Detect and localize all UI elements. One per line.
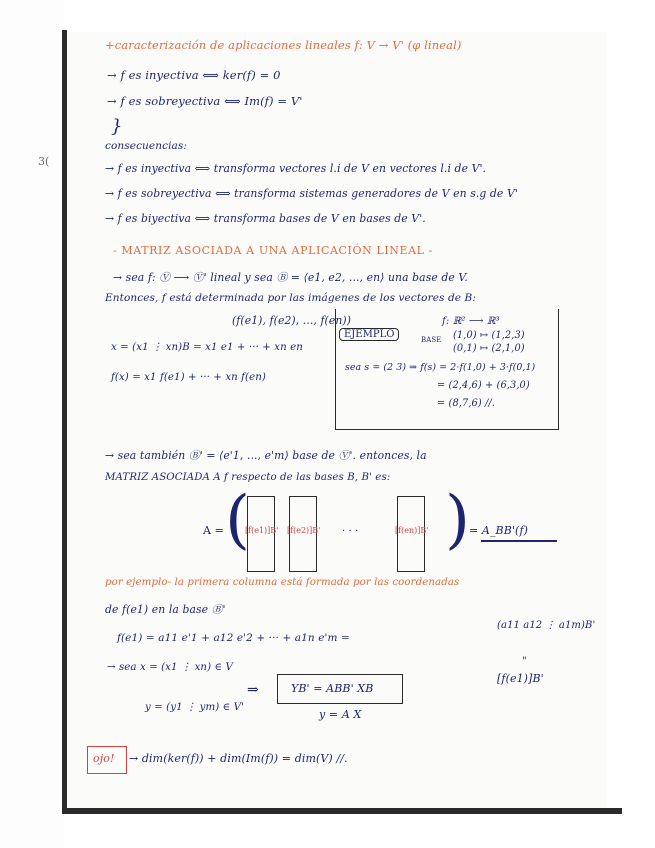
matrix-abb-label: = A_BB'(f) bbox=[469, 524, 529, 537]
abb-underline bbox=[481, 540, 557, 542]
sea-f-line: → sea f: Ⓥ ⟶ Ⓥ' lineal y sea Ⓑ = ⟨e1, e2, ..., en⟩ una base de V. bbox=[113, 271, 468, 284]
y-equals-ax: y = A X bbox=[319, 708, 362, 721]
entonces-line: Entonces, f está determinada por las imágenes de los vectores de B: bbox=[105, 292, 476, 304]
f-e1-coordinates: [f(e1)]B' bbox=[497, 672, 544, 685]
ejemplo-primera-columna: por ejemplo- la primera columna está formada por las coordenadas bbox=[105, 577, 460, 588]
consequence-1: → f es inyectiva ⟺ transforma vectores l.i de V en vectores l.i de V'. bbox=[105, 162, 487, 175]
equals-ditto: " bbox=[522, 656, 527, 667]
right-paren-outer: ) bbox=[445, 483, 470, 557]
consequences-label: consecuencias: bbox=[105, 140, 188, 152]
injective-line: → f es inyectiva ⟺ ker(f) = 0 bbox=[107, 68, 281, 82]
column-n-label: [f(en)]B' bbox=[395, 526, 429, 535]
consequence-2: → f es sobreyectiva ⟺ transforma sistemas generadores de V en s.g de V' bbox=[105, 187, 518, 200]
notebook-page bbox=[67, 32, 607, 808]
margin-mark: 3( bbox=[38, 155, 50, 168]
left-paren-outer: ( bbox=[225, 483, 250, 557]
example-base-2: (0,1) ↦ (2,1,0) bbox=[453, 343, 525, 354]
column-1-label: [f(e1)]B' bbox=[245, 526, 279, 535]
de-f-e1-line: de f(e1) en la base Ⓑ' bbox=[105, 603, 226, 616]
example-step-2: = (8,7,6) //. bbox=[437, 398, 496, 409]
a-coords-vector: (a11 a12 ⋮ a1m)B' bbox=[497, 620, 596, 631]
heading-characterization: +caracterización de aplicaciones lineales f: V → V' (φ lineal) bbox=[105, 38, 462, 52]
sea-tambien-line: → sea también Ⓑ' = ⟨e'1, ..., e'm⟩ base de Ⓥ'. entonces, la bbox=[105, 449, 427, 462]
implies-arrow: ⇒ bbox=[247, 682, 259, 698]
scan-margin bbox=[0, 0, 64, 848]
dimension-formula: → dim(ker(f)) + dim(Im(f)) = dim(V) //. bbox=[129, 752, 348, 765]
scan-bottom-edge bbox=[62, 808, 622, 814]
matriz-asociada-line: MATRIZ ASOCIADA A f respecto de las bases B, B' es: bbox=[105, 472, 391, 483]
column-dots: · · · bbox=[342, 526, 359, 537]
heading-matriz-asociada: - MATRIZ ASOCIADA A UNA APLICACIÓN LINEAL - bbox=[113, 244, 433, 257]
example-base-1: (1,0) ↦ (1,2,3) bbox=[453, 330, 525, 341]
fx-definition: f(x) = x1 f(e1) + ··· + xn f(en) bbox=[111, 372, 266, 383]
example-step-1: = (2,4,6) + (6,3,0) bbox=[437, 380, 530, 391]
x-definition: x = (x1 ⋮ xn)B = x1 e1 + ··· + xn en bbox=[111, 342, 303, 353]
y-vector: y = (y1 ⋮ ym) ∈ V' bbox=[145, 702, 245, 713]
f-e1-expansion: f(e1) = a11 e'1 + a12 e'2 + ··· + a1n e'm = bbox=[117, 632, 350, 644]
a-equals: A = bbox=[203, 524, 224, 537]
boxed-equation-text: YB' = ABB' XB bbox=[291, 682, 374, 695]
column-2-label: [f(e2)]B' bbox=[287, 526, 321, 535]
example-sea-s: sea s = (2 3) ⇒ f(s) = 2·f(1,0) + 3·f(0,1) bbox=[345, 362, 536, 373]
ojo-label: ojo! bbox=[93, 752, 115, 765]
brace-mark: } bbox=[111, 116, 123, 137]
example-base-label: BASE bbox=[421, 336, 442, 344]
ejemplo-tag: EJEMPLO bbox=[339, 328, 399, 341]
consequence-3: → f es biyectiva ⟺ transforma bases de V en bases de V'. bbox=[105, 212, 426, 225]
sea-x-vector: → sea x = (x1 ⋮ xn) ∈ V bbox=[107, 662, 233, 673]
example-map: f: ℝ² ⟶ ℝ³ bbox=[442, 316, 500, 327]
images-tuple: (f(e1), f(e2), ..., f(en)) bbox=[232, 314, 352, 327]
surjective-line: → f es sobreyectiva ⟺ Im(f) = V' bbox=[107, 94, 303, 108]
